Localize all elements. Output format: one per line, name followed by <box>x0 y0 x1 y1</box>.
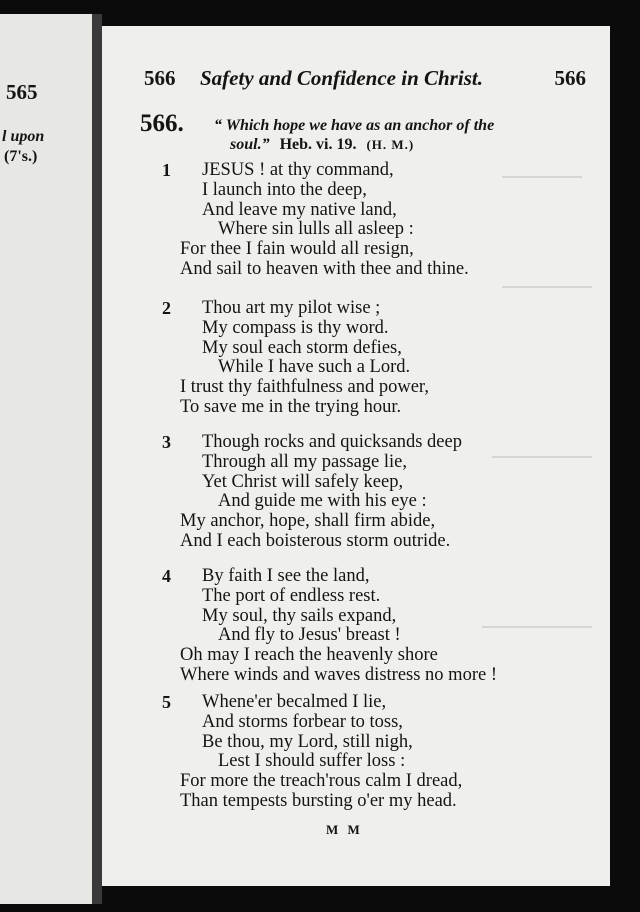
running-header <box>102 66 610 96</box>
book-gutter <box>92 14 102 904</box>
left-page-fragment <box>0 14 94 904</box>
verse-line: I trust thy faithfulness and power, <box>180 377 429 398</box>
verse-line: Oh may I reach the heavenly shore <box>180 645 438 666</box>
verse-line: Than tempests bursting o'er my head. <box>180 791 457 811</box>
verse-line: My anchor, hope, shall firm abide, <box>180 511 436 532</box>
stanza <box>102 566 610 689</box>
stanza-number: 3 <box>162 432 171 452</box>
stanza-number: 5 <box>162 692 171 712</box>
verse-line: For more the treach'rous calm I dread, <box>180 771 463 792</box>
verse-line: The port of endless rest. <box>202 585 381 606</box>
verse-line: By faith I see the land, <box>202 566 370 586</box>
verse-line: Through all my passage lie, <box>202 451 407 472</box>
scripture-reference: Heb. vi. 19. <box>279 136 357 153</box>
verse-line: My soul each storm defies, <box>202 337 402 358</box>
header-hymn-number-right: 566 <box>554 66 586 90</box>
verse-line: Thou art my pilot wise ; <box>202 298 381 318</box>
header-hymn-number-left: 566 <box>144 66 176 90</box>
hymnal-page <box>102 26 610 886</box>
verse-line: For thee I fain would all resign, <box>180 239 414 260</box>
verse-line: And storms forbear to toss, <box>202 711 403 732</box>
verse-line: And leave my native land, <box>202 199 397 220</box>
verse-line: My soul, thy sails expand, <box>202 605 397 626</box>
show-through-mark <box>502 286 592 288</box>
left-page-text-line: l upon <box>2 128 45 145</box>
epigraph-line-1: “ Which hope we have as an anchor of the <box>214 117 495 134</box>
verse-line: I launch into the deep, <box>202 179 367 200</box>
printer-signature: M M <box>326 822 363 837</box>
verse-line: Yet Christ will safely keep, <box>202 471 404 492</box>
verse-line: While I have such a Lord. <box>218 357 411 378</box>
verse-line: Be thou, my Lord, still nigh, <box>202 731 413 752</box>
verse-line: Whene'er becalmed I lie, <box>202 692 387 712</box>
verse-line: Though rocks and quicksands deep <box>202 432 462 452</box>
stanza <box>102 160 610 283</box>
epigraph-soul: soul.” <box>230 136 270 153</box>
verse-line: JESUS ! at thy command, <box>202 160 394 180</box>
stanza <box>102 432 610 555</box>
verse-line: And sail to heaven with thee and thine. <box>180 259 469 279</box>
stanza <box>102 298 610 421</box>
verse-line: And I each boisterous storm outride. <box>180 531 451 551</box>
stanza-number: 2 <box>162 298 171 318</box>
verse-line: Where winds and waves distress no more ! <box>180 665 497 685</box>
epigraph-line-2 <box>230 136 414 154</box>
stanza-number: 1 <box>162 160 171 180</box>
verse-line: Where sin lulls all asleep : <box>218 219 414 240</box>
stanza <box>102 692 610 815</box>
hymn-number: 566. <box>140 110 184 137</box>
hymn-meter: (H. M.) <box>366 137 415 152</box>
verse-line: And fly to Jesus' breast ! <box>218 625 401 646</box>
verse-line: My compass is thy word. <box>202 317 389 338</box>
verse-line: And guide me with his eye : <box>218 491 427 512</box>
stanza-number: 4 <box>162 566 171 586</box>
verse-line: Lest I should suffer loss : <box>218 751 406 772</box>
verse-line: To save me in the trying hour. <box>180 397 402 417</box>
header-title: Safety and Confidence in Christ. <box>200 66 483 90</box>
left-page-meter: (7's.) <box>4 148 38 165</box>
left-page-number: 565 <box>6 80 38 104</box>
